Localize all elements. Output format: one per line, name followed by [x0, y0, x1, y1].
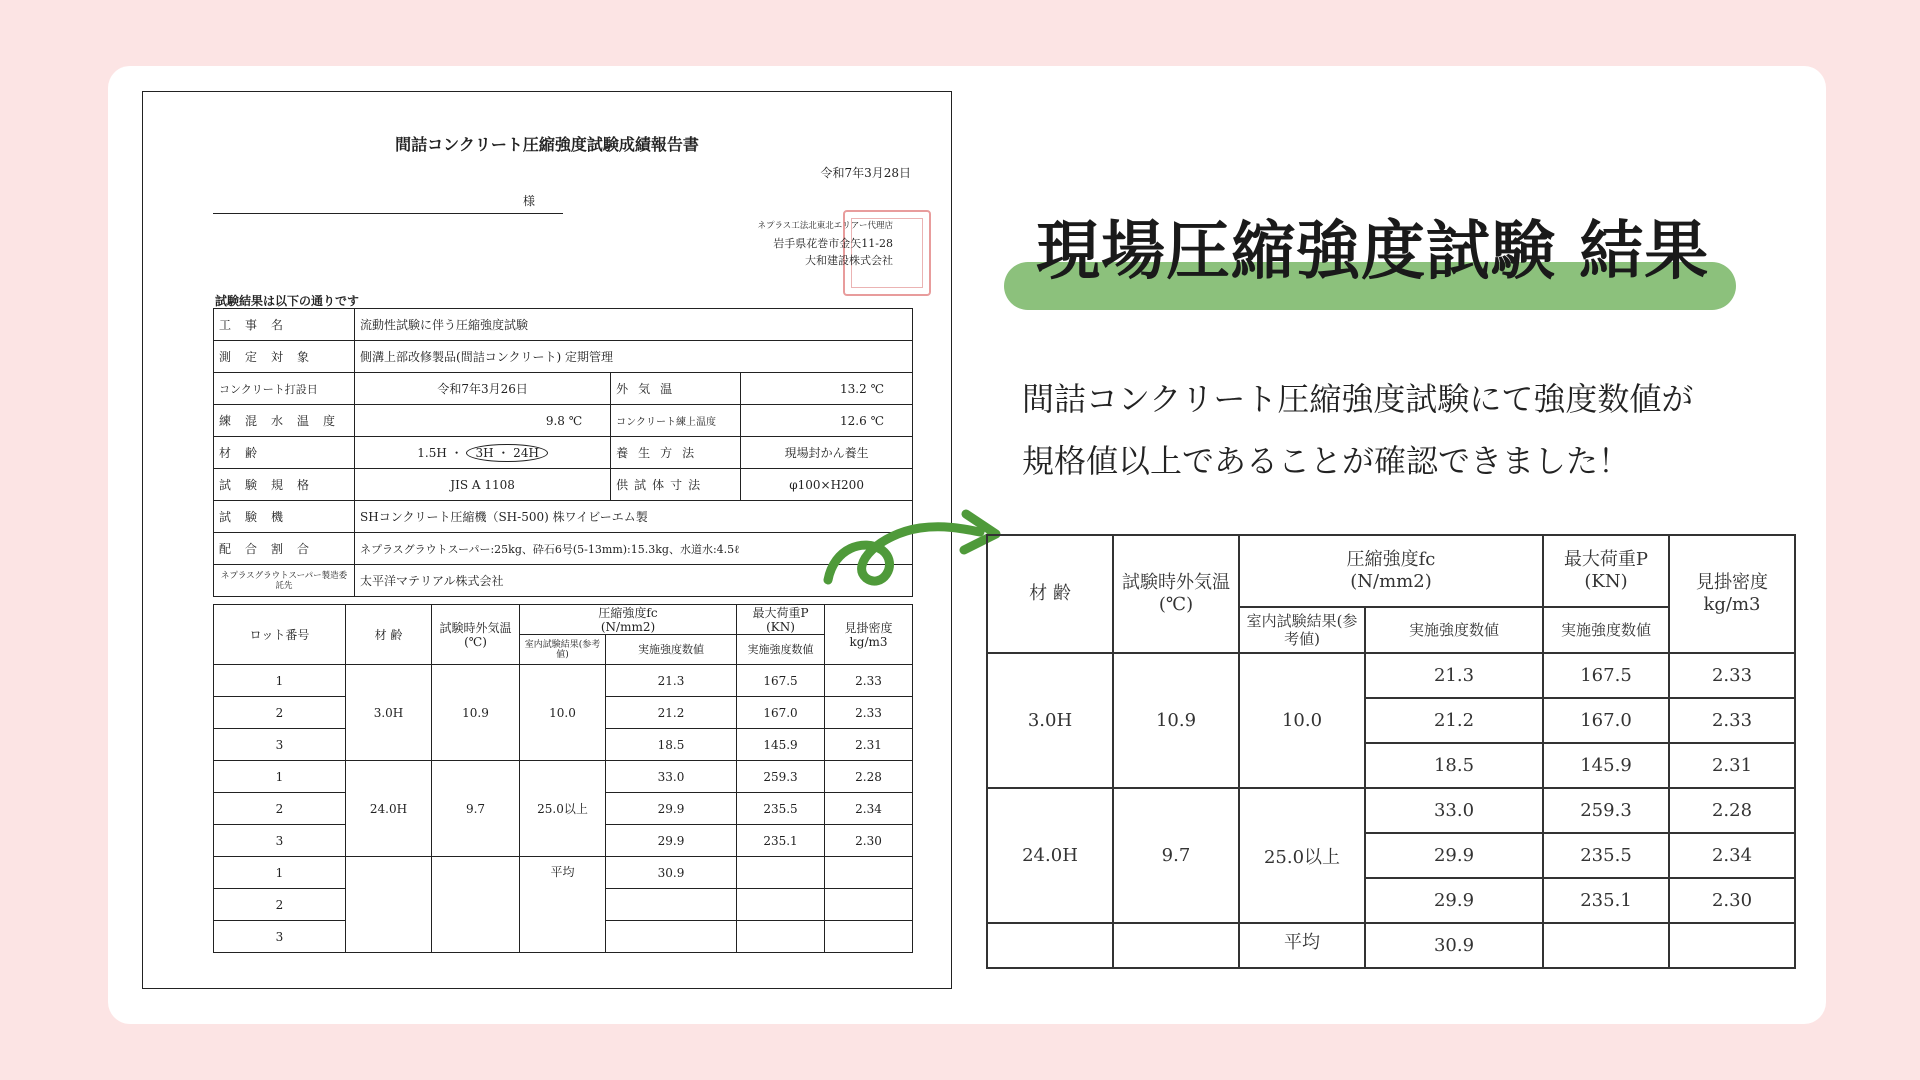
col-indoor: 室内試験結果(参考値): [520, 635, 606, 665]
info-value: 13.2 ℃: [741, 373, 913, 405]
info-label: 供試体寸法: [611, 469, 741, 501]
average-label: 平均: [520, 857, 606, 953]
info-label: 工事名: [214, 309, 355, 341]
load-cell: 167.0: [1543, 698, 1669, 743]
info-label: ネプラスグラウトスーパー製造委託先: [214, 565, 355, 597]
age-cell: 24.0H: [987, 788, 1113, 923]
temp-cell: 10.9: [432, 665, 520, 761]
col-temp: 試験時外気温(℃): [1113, 535, 1239, 653]
load-cell: 167.5: [1543, 653, 1669, 698]
load-cell: 235.1: [737, 825, 825, 857]
age-cell: 24.0H: [346, 761, 432, 857]
results-table: [213, 604, 913, 953]
curved-arrow-icon: [820, 498, 1010, 590]
density-cell: 2.34: [1669, 833, 1795, 878]
lot-cell: 3: [214, 825, 346, 857]
indoor-cell: 25.0以上: [1239, 788, 1365, 923]
col-fc: [1239, 535, 1543, 607]
info-label: コンクリート打設日: [214, 373, 355, 405]
info-label: 試験機: [214, 501, 355, 533]
col-indoor: 室内試験結果(参考値): [1239, 607, 1365, 653]
col-density: [825, 605, 913, 665]
average-label: 平均: [1239, 923, 1365, 968]
lot-cell: 1: [214, 761, 346, 793]
table-row: [214, 469, 913, 501]
age-cell: [346, 857, 432, 953]
load-cell: 145.9: [1543, 743, 1669, 788]
fc-cell: 29.9: [1365, 878, 1543, 923]
average-value: 30.9: [1365, 923, 1543, 968]
description-line-2: 規格値以上であることが確認できました！: [1022, 442, 1631, 480]
table-row: [214, 373, 913, 405]
fc-cell: 21.2: [606, 697, 737, 729]
info-label: 外気温: [611, 373, 741, 405]
fc-cell: 33.0: [606, 761, 737, 793]
table-row: [214, 341, 913, 373]
company-line-2: 岩手県花巻市金矢11-28: [773, 237, 893, 250]
info-value: JIS A 1108: [355, 469, 611, 501]
load-cell: [737, 921, 825, 953]
table-header-row: [987, 535, 1795, 607]
density-cell: [825, 921, 913, 953]
fc-cell: [606, 921, 737, 953]
info-value: 流動性試験に伴う圧縮強度試験: [355, 309, 913, 341]
load-unit: (KN): [1584, 571, 1628, 592]
table-row: [214, 533, 913, 565]
table-row: [987, 923, 1795, 968]
load-cell: 235.5: [1543, 833, 1669, 878]
table-row: [214, 665, 913, 697]
description-line-1: 間詰コンクリート圧縮強度試験にて強度数値が: [1022, 380, 1694, 418]
info-value: [355, 437, 611, 469]
density-cell: 2.28: [1669, 788, 1795, 833]
info-label: 配合割合: [214, 533, 355, 565]
load-cell: 235.5: [737, 793, 825, 825]
temp-cell: [1113, 923, 1239, 968]
fc-label: 圧縮強度fc: [1346, 549, 1436, 570]
col-lot: ロット番号: [214, 605, 346, 665]
density-cell: 2.31: [1669, 743, 1795, 788]
table-row: [987, 788, 1795, 833]
col-actual: 実施強度数値: [606, 635, 737, 665]
indoor-cell: 25.0以上: [520, 761, 606, 857]
lot-cell: 2: [214, 889, 346, 921]
table-row: [214, 309, 913, 341]
load-cell: 259.3: [1543, 788, 1669, 833]
density-cell: 2.28: [825, 761, 913, 793]
density-cell: [1669, 923, 1795, 968]
info-label: 測定対象: [214, 341, 355, 373]
fc-label: 圧縮強度fc: [598, 605, 658, 620]
col-temp: 試験時外気温(℃): [432, 605, 520, 665]
fc-cell: 21.3: [1365, 653, 1543, 698]
table-row: [987, 653, 1795, 698]
col-load: [737, 605, 825, 635]
density-cell: 2.33: [825, 665, 913, 697]
load-unit: (KN): [766, 619, 795, 634]
company-line-1: ネプラス工法北東北エリアー代理店: [757, 221, 893, 231]
fc-cell: 29.9: [606, 825, 737, 857]
table-row: [214, 761, 913, 793]
age-cell: [987, 923, 1113, 968]
fc-cell: 18.5: [606, 729, 737, 761]
density-cell: 2.33: [825, 697, 913, 729]
indoor-cell: 10.0: [520, 665, 606, 761]
density-cell: 2.31: [825, 729, 913, 761]
info-value: 12.6 ℃: [741, 405, 913, 437]
fc-cell: 21.3: [606, 665, 737, 697]
description: [1022, 368, 1693, 492]
fc-unit: (N/mm2): [1350, 571, 1432, 592]
col-load-sub: 実施強度数値: [737, 635, 825, 665]
age-cell: 3.0H: [346, 665, 432, 761]
density-unit: kg/m3: [849, 634, 888, 649]
col-age: 材 齢: [346, 605, 432, 665]
table-row: [214, 565, 913, 597]
density-cell: 2.34: [825, 793, 913, 825]
fc-cell: 21.2: [1365, 698, 1543, 743]
intro-text: 試験結果は以下の通りです: [215, 294, 360, 308]
density-cell: 2.33: [1669, 653, 1795, 698]
info-label: コンクリート練上温度: [611, 405, 741, 437]
recipient-line: 様: [213, 192, 563, 214]
table-row: [214, 501, 913, 533]
info-value: 現場封かん養生: [741, 437, 913, 469]
load-cell: 259.3: [737, 761, 825, 793]
zoom-table: [986, 534, 1796, 969]
density-cell: 2.30: [1669, 878, 1795, 923]
info-value: 太平洋マテリアル株式会社: [355, 565, 913, 597]
table-row: [214, 437, 913, 469]
density-cell: [825, 857, 913, 889]
info-value: ネプラスグラウトスーパー:25kg、砕石6号(5-13mm):15.3kg、水道水:4.5ℓ: [355, 533, 913, 565]
info-value: 令和7年3月26日: [355, 373, 611, 405]
temp-cell: 9.7: [432, 761, 520, 857]
load-cell: 145.9: [737, 729, 825, 761]
load-label: 最大荷重P: [752, 605, 809, 620]
load-cell: [1543, 923, 1669, 968]
fc-unit: (N/mm2): [600, 619, 656, 634]
info-label: 試験規格: [214, 469, 355, 501]
lot-cell: 2: [214, 697, 346, 729]
info-label: 練混水温度: [214, 405, 355, 437]
density-cell: [825, 889, 913, 921]
col-actual: 実施強度数値: [1365, 607, 1543, 653]
lot-cell: 2: [214, 793, 346, 825]
density-cell: 2.30: [825, 825, 913, 857]
lot-cell: 3: [214, 729, 346, 761]
temp-cell: 10.9: [1113, 653, 1239, 788]
company-block: [733, 218, 893, 269]
report-date: 令和7年3月28日: [820, 166, 911, 180]
zoomed-results-table: [986, 534, 1796, 974]
lot-cell: 1: [214, 665, 346, 697]
info-value: 9.8 ℃: [355, 405, 611, 437]
fc-cell: [606, 889, 737, 921]
load-cell: 167.5: [737, 665, 825, 697]
load-label: 最大荷重P: [1563, 549, 1649, 570]
load-cell: [737, 889, 825, 921]
age-cell: 3.0H: [987, 653, 1113, 788]
temp-cell: [432, 857, 520, 953]
col-load: [1543, 535, 1669, 607]
indoor-cell: 10.0: [1239, 653, 1365, 788]
circled-age-options: 3H ・ 24H: [466, 444, 547, 462]
col-age: 材 齢: [987, 535, 1113, 653]
info-label: 材齢: [214, 437, 355, 469]
col-density: [1669, 535, 1795, 653]
headline: 現場圧縮強度試験 結果: [1036, 215, 1710, 289]
info-value: 側溝上部改修製品(間詰コンクリート) 定期管理: [355, 341, 913, 373]
report-title: 間詰コンクリート圧縮強度試験成績報告書: [395, 135, 699, 154]
average-value: 30.9: [606, 857, 737, 889]
info-value: SHコンクリート圧縮機（SH-500) 株ワイビーエム製: [355, 501, 913, 533]
fc-cell: 18.5: [1365, 743, 1543, 788]
age-options: 1.5H ・: [417, 446, 463, 460]
load-cell: [737, 857, 825, 889]
info-label: 養生方法: [611, 437, 741, 469]
table-header-row: [214, 605, 913, 635]
table-row: [214, 405, 913, 437]
temp-cell: 9.7: [1113, 788, 1239, 923]
density-label: 見掛密度: [844, 620, 893, 635]
density-cell: 2.33: [1669, 698, 1795, 743]
lot-cell: 3: [214, 921, 346, 953]
fc-cell: 33.0: [1365, 788, 1543, 833]
fc-cell: 29.9: [606, 793, 737, 825]
density-unit: kg/m3: [1703, 594, 1761, 615]
col-fc: [520, 605, 737, 635]
load-cell: 235.1: [1543, 878, 1669, 923]
test-info-table: [213, 308, 913, 597]
table-row: [214, 857, 913, 889]
info-value: φ100×H200: [741, 469, 913, 501]
density-label: 見掛密度: [1696, 572, 1768, 593]
lot-cell: 1: [214, 857, 346, 889]
col-load-sub: 実施強度数値: [1543, 607, 1669, 653]
fc-cell: 29.9: [1365, 833, 1543, 878]
company-line-3: 大和建設株式会社: [805, 254, 893, 267]
load-cell: 167.0: [737, 697, 825, 729]
